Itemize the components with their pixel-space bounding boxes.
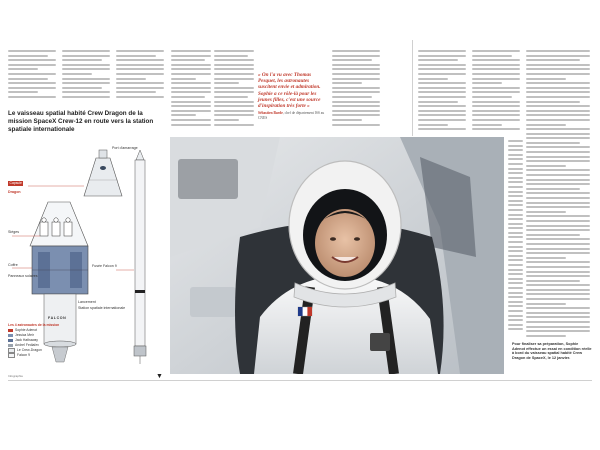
quote-author: Sébastien Barde xyxy=(258,111,283,116)
label-trunk: Coffre xyxy=(8,263,18,267)
article-column-9 xyxy=(526,50,590,340)
infographic-credit: Infographie xyxy=(8,374,24,378)
legend-swatch xyxy=(8,329,13,332)
quote-author-role: chef de département ISS au CNES xyxy=(258,111,325,120)
pull-quote-source: Sébastien Barde, chef de département ISS au CNES xyxy=(258,111,325,120)
article-column-2 xyxy=(62,50,110,102)
label-falcon: FALCON xyxy=(48,316,67,320)
label-rocket: Fusée Falcon 9 xyxy=(92,264,117,268)
capsule-drawing xyxy=(84,150,122,196)
legend-swatch xyxy=(8,334,13,337)
label-station: Station spatiale internationale xyxy=(78,306,126,310)
infographic-legend xyxy=(8,323,78,358)
falcon9-drawing xyxy=(134,150,146,364)
pull-quote xyxy=(258,72,328,120)
label-capsule: Capsule xyxy=(9,181,22,185)
label-seats: Sièges xyxy=(8,230,19,234)
article-column-8 xyxy=(472,50,520,134)
article-column-1 xyxy=(8,50,56,102)
bottom-rule xyxy=(8,380,592,381)
article-column-10 xyxy=(508,140,523,336)
label-launch: Lancement xyxy=(78,300,96,304)
legend-label: Andreï Fediaïev xyxy=(15,343,39,347)
label-docking: Port d'amarrage xyxy=(112,146,138,150)
photo-caption: Pour finaliser sa préparation, Sophie Adenot effectue un essai en condition réelle à bord du vaisseau spatial habité Crew Dragon de SpaceX, le 12 janvier. xyxy=(512,342,592,360)
arrow-down-icon: ▼ xyxy=(156,372,163,380)
article-column-7 xyxy=(418,50,466,134)
page-gutter xyxy=(412,40,413,136)
pull-quote-text: « On l'a vu avec Thomas Pesquet, les astronautes suscitent envie et admiration. Sophie a ce rôle-là pour les jeunes filles, c'est une source d'inspiration très forte » xyxy=(258,72,321,110)
label-dragon: Dragon xyxy=(8,190,21,194)
trunk-drawing xyxy=(32,246,88,294)
article-column-3 xyxy=(116,50,164,102)
legend-swatch xyxy=(8,344,13,347)
legend-label: Sophie Adenot xyxy=(15,328,38,332)
capsule-cutaway xyxy=(30,202,88,246)
article-column-4 xyxy=(171,50,211,130)
legend-label: Le Crew-Dragon xyxy=(17,348,42,352)
infographic-title: Le vaisseau spatial habité Crew Dragon de la mission SpaceX Crew-12 en route vers la station spatiale internationale xyxy=(8,110,154,133)
astronaut-photo xyxy=(170,137,504,374)
article-column-5 xyxy=(214,50,254,130)
legend-swatch xyxy=(8,339,13,342)
legend-label: Jessica Meir xyxy=(15,333,34,337)
astronaut-photo-illustration xyxy=(170,137,504,374)
legend-item xyxy=(8,353,78,358)
legend-swatch xyxy=(8,353,15,358)
article-column-6 xyxy=(332,50,380,130)
legend-heading: Les 4 astronautes de la mission xyxy=(8,323,60,327)
legend-label: Falcon 9 xyxy=(17,353,31,357)
label-solar: Panneaux solaires xyxy=(8,274,38,278)
legend-label: Jack Hathaway xyxy=(15,338,38,342)
